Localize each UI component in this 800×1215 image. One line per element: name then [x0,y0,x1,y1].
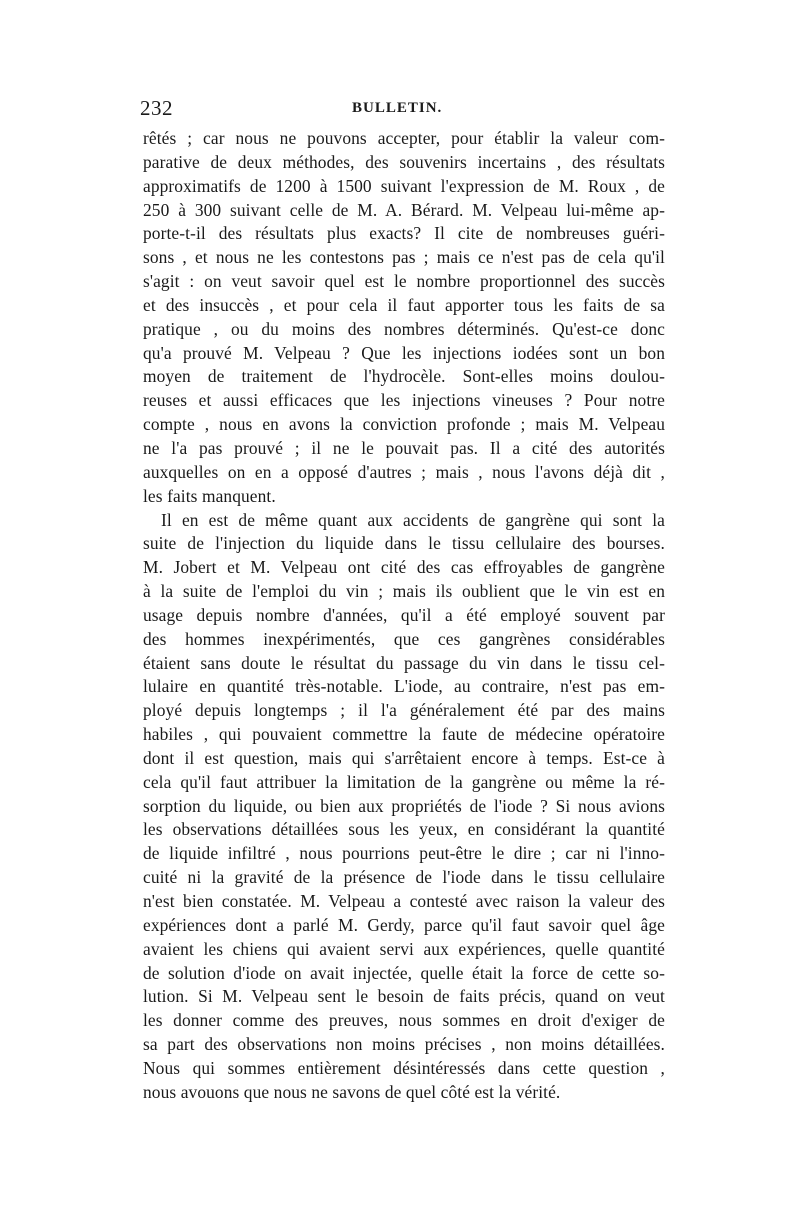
body-text [143,127,665,1105]
text-line: compte , nous en avons la conviction profonde ; mais M. Velpeau [143,414,665,435]
text-line: de liquide infiltré , nous pourrions peut-être le dire ; car ni l'inno- [143,843,665,864]
running-title: BULLETIN. [352,100,443,116]
text-line: s'agit : on veut savoir quel est le nombre proportionnel des succès [143,271,665,292]
text-line: lulaire en quantité très-notable. L'iode, au contraire, n'est pas em- [143,676,665,697]
text-line: 250 à 300 suivant celle de M. A. Bérard. M. Velpeau lui-même ap- [143,199,665,220]
page-number: 232 [140,96,173,120]
text-line: des hommes inexpérimentés, que ces gangrènes considérables [143,628,665,649]
text-line: dont il est question, mais qui s'arrêtaient encore à temps. Est-ce à [143,747,665,768]
text-line: suite de l'injection du liquide dans le tissu cellulaire des bourses. [143,533,665,554]
text-line: avaient les chiens qui avaient servi aux expériences, quelle quantité [143,938,665,959]
text-line: les observations détaillées sous les yeux, en considérant la quantité [143,819,665,840]
text-line: M. Jobert et M. Velpeau ont cité des cas effroyables de gangrène [143,557,665,578]
text-line: auxquelles on en a opposé d'autres ; mais , nous l'avons déjà dit , [143,461,665,482]
text-line: qu'a prouvé M. Velpeau ? Que les injections iodées sont un bon [143,342,665,363]
text-line: expériences dont a parlé M. Gerdy, parce qu'il faut savoir quel âge [143,914,665,935]
text-line: habiles , qui pouvaient commettre la faute de médecine opératoire [143,724,665,745]
text-line: à la suite de l'emploi du vin ; mais ils oublient que le vin est en [143,581,665,602]
text-line: Nous qui sommes entièrement désintéressés dans cette question , [143,1057,665,1078]
text-line: cela qu'il faut attribuer la limitation de la gangrène ou même la ré- [143,771,665,792]
text-line: usage depuis nombre d'années, qu'il a été employé souvent par [143,604,665,625]
text-line: rêtés ; car nous ne pouvons accepter, pour établir la valeur com- [143,128,665,148]
text-line: reuses et aussi efficaces que les injections vineuses ? Pour notre [143,390,665,411]
text-line: les donner comme des preuves, nous sommes en droit d'exiger de [143,1010,665,1031]
text-line: nous avouons que nous ne savons de quel côté est la vérité. [143,1081,561,1102]
text-line: sorption du liquide, ou bien aux propriétés de l'iode ? Si nous avions [143,795,665,816]
text-line: ne l'a pas prouvé ; il ne le pouvait pas. Il a cité des autorités [143,437,665,458]
text-line: pratique , ou du moins des nombres déterminés. Qu'est-ce donc [143,318,665,339]
text-line: moyen de traitement de l'hydrocèle. Sont-elles moins doulou- [143,366,665,387]
text-line: parative de deux méthodes, des souvenirs incertains , des résultats [143,151,665,172]
text-line: approximatifs de 1200 à 1500 suivant l'expression de M. Roux , de [143,175,665,196]
text-line: lution. Si M. Velpeau sent le besoin de faits précis, quand on veut [143,986,665,1007]
text-line: n'est bien constatée. M. Velpeau a contesté avec raison la valeur des [143,891,665,911]
running-head [140,96,662,124]
text-line: et des insuccès , et pour cela il faut apporter tous les faits de sa [143,294,665,315]
text-line: les faits manquent. [143,485,276,506]
paragraph-2 [143,509,665,1105]
text-line: ployé depuis longtemps ; il l'a généralement été par des mains [143,700,665,721]
text-line: cuité ni la gravité de la présence de l'iode dans le tissu cellulaire [143,867,665,888]
text-line: porte-t-il des résultats plus exacts? Il cite de nombreuses guéri- [143,223,665,244]
paragraph-1 [143,127,665,509]
text-line: étaient sans doute le résultat du passage du vin dans le tissu cel- [143,652,665,673]
text-line: Il en est de même quant aux accidents de gangrène qui sont la [161,509,665,530]
text-line: de solution d'iode on avait injectée, quelle était la force de cette so- [143,962,665,983]
text-line: sons , et nous ne les contestons pas ; mais ce n'est pas de cela qu'il [143,247,665,268]
text-line: sa part des observations non moins précises , non moins détaillées. [143,1034,665,1055]
